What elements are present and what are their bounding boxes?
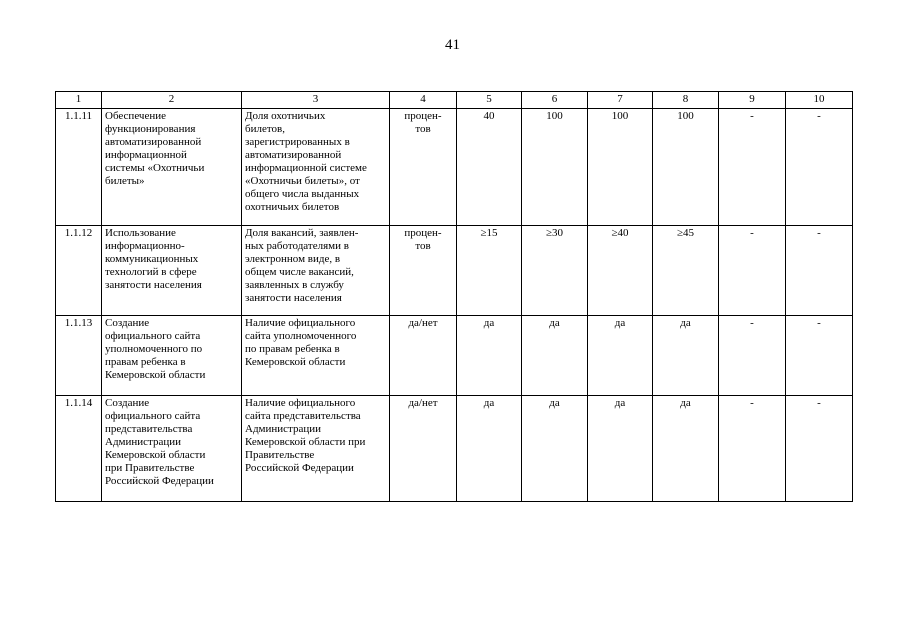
- value-cell: -: [786, 109, 853, 226]
- column-header: 4: [390, 92, 457, 109]
- value-cell: -: [786, 396, 853, 502]
- value-cell: да: [653, 316, 719, 396]
- value-cell: да: [653, 396, 719, 502]
- unit-cell: да/нет: [390, 316, 457, 396]
- column-header: 6: [522, 92, 588, 109]
- indicator-cell: Доля вакансий, заявлен- ных работодателями в электронном виде, в общем числе вакансий, заявленных в службу занятости населения: [242, 226, 390, 316]
- value-cell: да: [588, 316, 653, 396]
- table-row: [56, 226, 853, 316]
- unit-cell: да/нет: [390, 396, 457, 502]
- value-cell: ≥40: [588, 226, 653, 316]
- column-header: 1: [56, 92, 102, 109]
- row-number: 1.1.14: [56, 396, 102, 502]
- indicators-table: [55, 91, 853, 502]
- table-row: [56, 316, 853, 396]
- table-row: [56, 109, 853, 226]
- indicator-cell: Наличие официального сайта представительства Администрации Кемеровской области при Правительстве Российской Федерации: [242, 396, 390, 502]
- row-number: 1.1.13: [56, 316, 102, 396]
- column-header: 2: [102, 92, 242, 109]
- page-number: 41: [445, 37, 460, 53]
- unit-cell: процен- тов: [390, 109, 457, 226]
- value-cell: ≥15: [457, 226, 522, 316]
- column-header: 8: [653, 92, 719, 109]
- value-cell: да: [588, 396, 653, 502]
- unit-cell: процен- тов: [390, 226, 457, 316]
- column-number-row: [56, 92, 853, 109]
- value-cell: -: [719, 396, 786, 502]
- column-header: 5: [457, 92, 522, 109]
- value-cell: да: [522, 316, 588, 396]
- value-cell: 100: [653, 109, 719, 226]
- value-cell: ≥30: [522, 226, 588, 316]
- value-cell: -: [719, 226, 786, 316]
- indicator-cell: Доля охотничьих билетов, зарегистрированных в автоматизированной информационной системе «Охотничьи билеты», от общего числа выданных охотничьих билетов: [242, 109, 390, 226]
- value-cell: да: [457, 316, 522, 396]
- value-cell: да: [457, 396, 522, 502]
- value-cell: 40: [457, 109, 522, 226]
- activity-cell: Создание официального сайта представительства Администрации Кемеровской области при Правительстве Российской Федерации: [102, 396, 242, 502]
- value-cell: -: [719, 316, 786, 396]
- value-cell: -: [786, 316, 853, 396]
- row-number: 1.1.12: [56, 226, 102, 316]
- table-row: [56, 396, 853, 502]
- column-header: 10: [786, 92, 853, 109]
- row-number: 1.1.11: [56, 109, 102, 226]
- activity-cell: Обеспечение функционирования автоматизированной информационной системы «Охотничьи билеты»: [102, 109, 242, 226]
- value-cell: 100: [588, 109, 653, 226]
- column-header: 7: [588, 92, 653, 109]
- value-cell: -: [719, 109, 786, 226]
- value-cell: 100: [522, 109, 588, 226]
- value-cell: да: [522, 396, 588, 502]
- column-header: 3: [242, 92, 390, 109]
- activity-cell: Использование информационно- коммуникационных технологий в сфере занятости населения: [102, 226, 242, 316]
- activity-cell: Создание официального сайта уполномоченного по правам ребенка в Кемеровской области: [102, 316, 242, 396]
- indicator-cell: Наличие официального сайта уполномоченного по правам ребенка в Кемеровской области: [242, 316, 390, 396]
- value-cell: -: [786, 226, 853, 316]
- column-header: 9: [719, 92, 786, 109]
- value-cell: ≥45: [653, 226, 719, 316]
